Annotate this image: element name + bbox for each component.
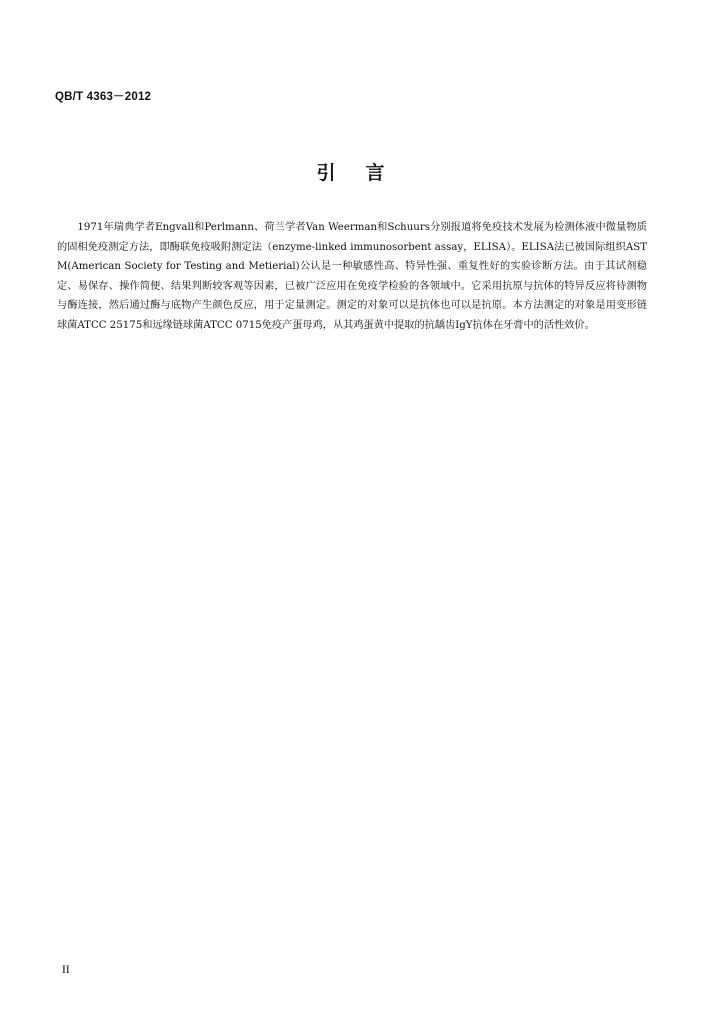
page-number: II xyxy=(62,964,70,976)
standard-code-header: QB/T 4363－2012 xyxy=(55,91,152,103)
introduction-paragraph: 1971年瑞典学者Engvall和Perlmann、荷兰学者Van Weerman和Schuurs分别报道将免疫技术发展为检测体液中微量物质的固相免疫测定方法，即酶联免疫吸附测定法（enzyme-linked immunosorbent assay，ELISA）。ELISA法已被国际组织ASTM(American Society for Testing and Metierial)公认是一种敏感性高、特异性强、重复性好的实验诊断方法。由于其试剂稳定、易保存、操作简便、结果判断较客观等因素，已被广泛应用在免疫学检验的各领域中。它采用抗原与抗体的特异反应将待测物与酶连接，然后通过酶与底物产生颜色反应，用于定量测定。测定的对象可以是抗体也可以是抗原。本方法测定的对象是用变形链球菌ATCC 25175和远缘链球菌ATCC 0715免疫产蛋母鸡，从其鸡蛋黄中提取的抗龋齿IgY抗体在牙膏中的活性效价。 xyxy=(57,222,647,331)
section-title: 引言 xyxy=(316,162,415,184)
